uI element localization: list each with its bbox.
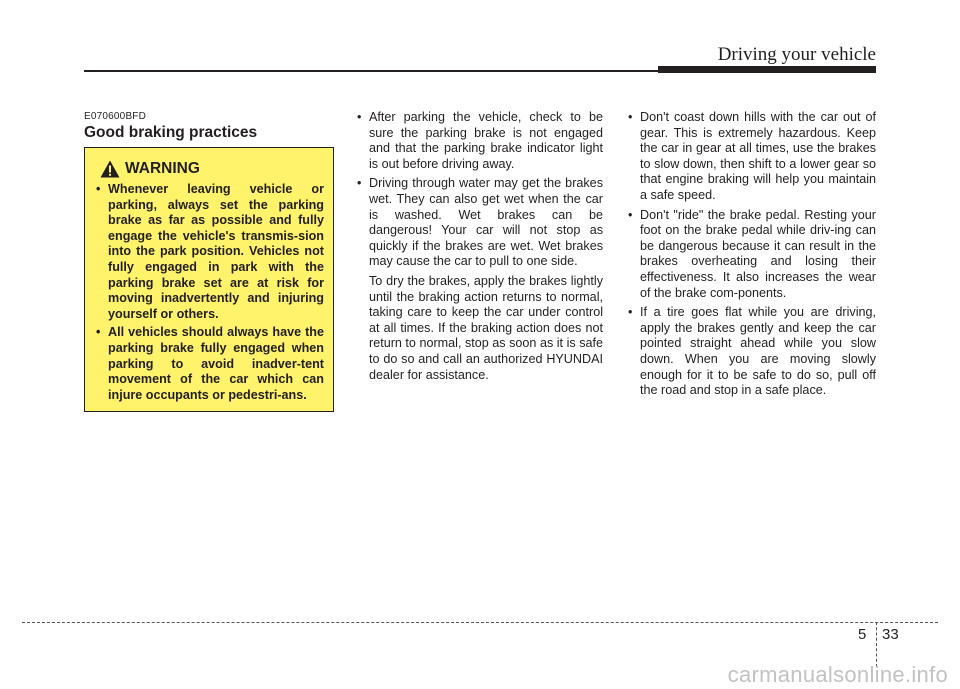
warning-item: • All vehicles should always have the parking brake fully engaged when parking to avoid inadver-tent movement of the car which can injure occupants or pedestri-ans. xyxy=(94,325,324,403)
list-item: • After parking the vehicle, check to be sure the parking brake is not engaged and that the parking brake indicator light is out before driving away. xyxy=(355,110,603,172)
footer-divider xyxy=(876,622,877,667)
paragraph: To dry the brakes, apply the brakes lightly until the braking action returns to normal, taking care to keep the car under control at all times. If the braking action does not return to normal, stop as soon as it is safe to do so and call an authorized HYUNDAI dealer for assistance. xyxy=(369,273,603,382)
header-title: Driving your vehicle xyxy=(717,44,876,65)
section-heading: Good braking practices xyxy=(84,124,258,141)
chapter-number: 5 xyxy=(858,626,867,643)
header-rule-accent xyxy=(658,66,876,73)
warning-list xyxy=(94,182,324,403)
list-item: • Don't "ride" the brake pedal. Resting your foot on the brake pedal while driv-ing can be dangerous because it can result in the brakes overheating and losing their effectiveness. It also increases the wear of the brake com-ponents. xyxy=(626,208,876,302)
list-item: • Driving through water may get the brakes wet. They can also get wet when the car is washed. Wet brakes can be dangerous! Your car will not stop as quickly if the brakes are wet. Wet brakes may cause the car to pull to one side. xyxy=(355,176,603,270)
page-number: 33 xyxy=(882,626,899,643)
column-middle xyxy=(355,110,603,387)
column-right xyxy=(626,110,876,403)
warning-box xyxy=(84,147,334,412)
list-item: • If a tire goes flat while you are driving, apply the brakes gently and keep the car pointed straight ahead while you slow down. When you are moving slowly enough for it to be safe to do so, pull off the road and stop in a safe place. xyxy=(626,305,876,399)
section-code: E070600BFD xyxy=(84,111,147,122)
list-item: • Don't coast down hills with the car out of gear. This is extremely hazardous. Keep the car in gear at all times, use the brakes to slow down, then shift to a lower gear so that engine braking will help you maintain a safe speed. xyxy=(626,110,876,204)
warning-title: WARNING xyxy=(125,160,200,177)
warning-item: • Whenever leaving vehicle or parking, always set the parking brake as far as possible and fully engage the vehicle's transmis-sion into the park position. Vehicles not fully engaged in park with the parking brake set are at risk for moving inadvertently and injuring yourself or others. xyxy=(94,182,324,322)
warning-header xyxy=(94,160,324,178)
watermark: carmanualsonline.info xyxy=(727,662,948,687)
footer-rule xyxy=(22,622,938,623)
warning-triangle-icon xyxy=(100,160,120,178)
